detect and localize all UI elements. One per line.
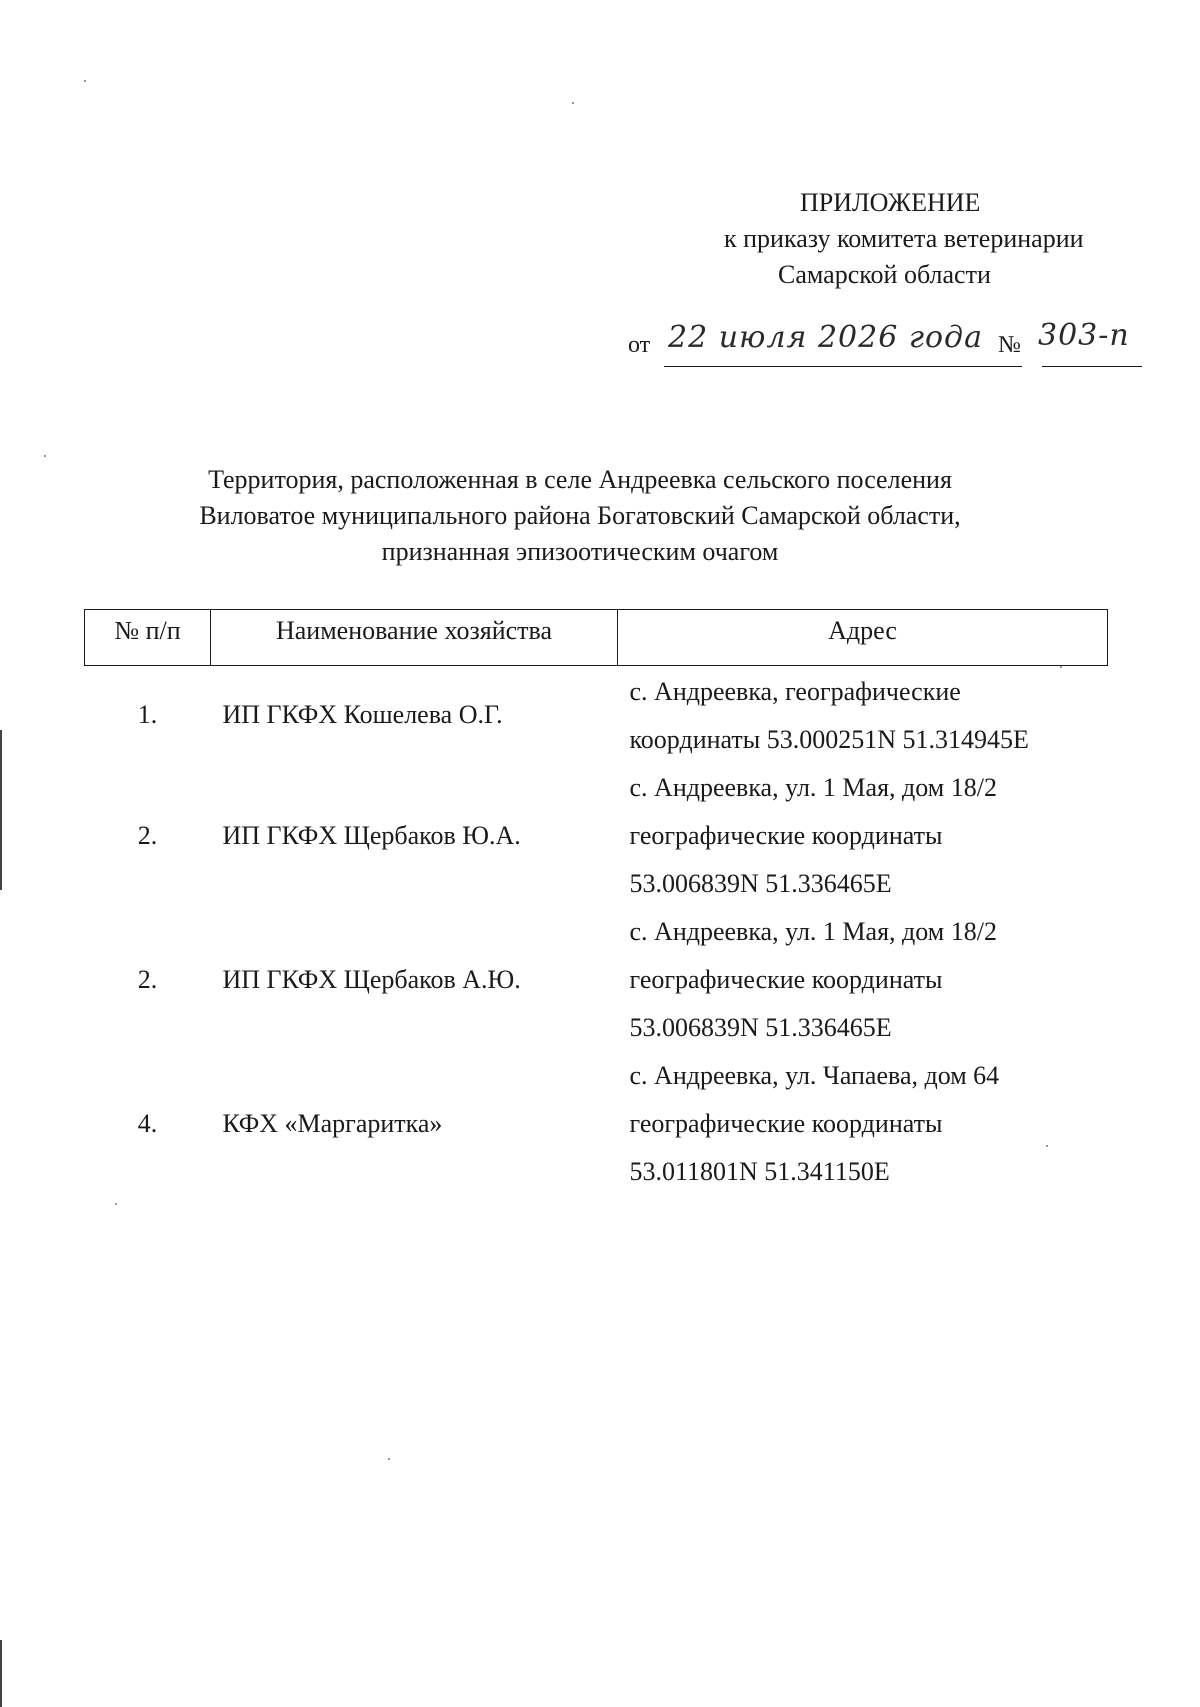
- row-number: 4.: [137, 1109, 158, 1138]
- farm-address: [618, 666, 1108, 765]
- document-title: [170, 462, 990, 570]
- farm-name: ИП ГКФХ Кошелева О.Г.: [222, 700, 503, 729]
- table-row: [85, 666, 1108, 765]
- address-line: географические координаты: [629, 965, 943, 994]
- table-row: [85, 764, 1108, 908]
- table-row: [85, 908, 1108, 1052]
- scan-speck: [115, 1203, 117, 1205]
- address-line: 53.006839N 51.336465E: [629, 1013, 892, 1042]
- farms-table: [84, 609, 1108, 1196]
- handwritten-date: 22 июля 2026 года: [668, 320, 983, 355]
- title-line-1: Территория, расположенная в селе Андреевка сельского поселения: [208, 465, 952, 494]
- header-name: Наименование хозяйства: [211, 610, 618, 666]
- order-date-underline: [664, 366, 1022, 367]
- farm-name: КФХ «Маргаритка»: [222, 1109, 443, 1138]
- appendix-title: ПРИЛОЖЕНИЕ: [800, 188, 981, 217]
- farm-address: [618, 1052, 1108, 1196]
- scan-speck: [84, 80, 86, 82]
- header-address: Адрес: [618, 610, 1108, 666]
- scan-edge: [0, 1640, 2, 1707]
- header-number: № п/п: [85, 610, 211, 666]
- address-line: с. Андреевка, ул. 1 Мая, дом 18/2: [629, 773, 997, 802]
- table-row: [85, 1052, 1108, 1196]
- address-line: географические координаты: [629, 1109, 943, 1138]
- row-number: 2.: [137, 965, 158, 994]
- farm-address: [618, 764, 1108, 908]
- order-number-underline: [1042, 366, 1142, 367]
- farm-address: [618, 908, 1108, 1052]
- handwritten-number: 303-п: [1038, 318, 1130, 353]
- scan-speck: [44, 455, 46, 457]
- address-line: 53.006839N 51.336465E: [629, 869, 892, 898]
- row-number: 2.: [137, 821, 158, 850]
- appendix-reference: к приказу комитета ветеринарии: [724, 224, 1084, 253]
- order-from-label: от: [628, 332, 651, 358]
- address-line: координаты 53.000251N 51.314945E: [629, 725, 1029, 754]
- address-line: с. Андреевка, географические: [629, 677, 961, 706]
- title-line-2: Виловатое муниципального района Богатовский Самарской области,: [199, 501, 961, 530]
- address-line: с. Андреевка, ул. 1 Мая, дом 18/2: [629, 917, 997, 946]
- address-line: с. Андреевка, ул. Чапаева, дом 64: [629, 1061, 1000, 1090]
- address-line: географические координаты: [629, 821, 943, 850]
- order-number-label: №: [998, 332, 1021, 358]
- scan-edge: [0, 730, 2, 890]
- title-line-3: признанная эпизоотическим очагом: [381, 537, 779, 566]
- farm-name: ИП ГКФХ Щербаков А.Ю.: [222, 965, 521, 994]
- row-number: 1.: [137, 700, 158, 729]
- scan-speck: [388, 1458, 390, 1460]
- address-line: 53.011801N 51.341150E: [629, 1157, 890, 1186]
- table-header-row: [85, 610, 1108, 666]
- farm-name: ИП ГКФХ Щербаков Ю.А.: [222, 821, 521, 850]
- scan-speck: [572, 102, 574, 104]
- order-line: [628, 320, 1188, 380]
- appendix-region: Самарской области: [778, 260, 991, 289]
